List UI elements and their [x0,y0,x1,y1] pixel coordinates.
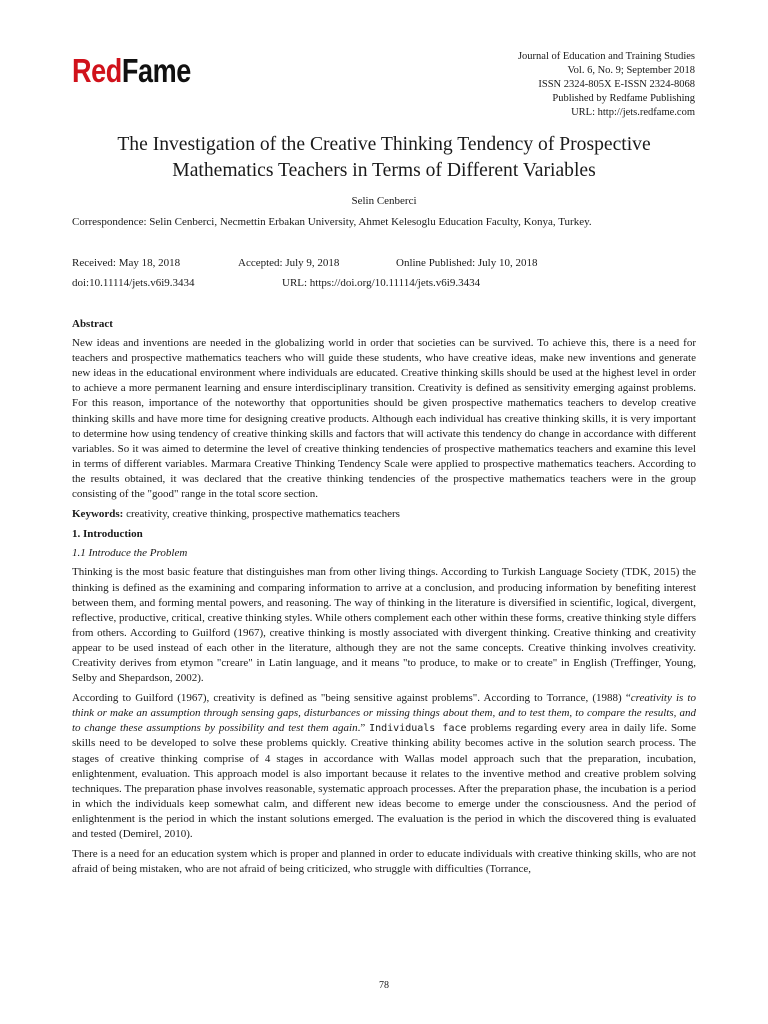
p2-mono: Individuals face [369,723,467,735]
paragraph-3: There is a need for an education system which is proper and planned in order to educate individuals with creative thinking skills, who are not afraid of being mistaken, who are not afraid of being criticized, who struggle with difficulties (Torrance, [72,848,696,876]
paragraph-2 [72,691,696,842]
page-number: 78 [379,980,389,991]
journal-volume: Vol. 6, No. 9; September 2018 [567,65,695,76]
accepted-date: Accepted: July 9, 2018 [238,257,340,269]
keywords-label: Keywords: [72,508,124,521]
paper-title [72,132,696,184]
article-body [72,317,696,882]
published-date: Online Published: July 10, 2018 [396,257,538,269]
doi-url[interactable]: URL: https://doi.org/10.11114/jets.v6i9.3434 [282,277,481,289]
keywords-text: creativity, creative thinking, prospective mathematics teachers [123,508,400,521]
logo-black-text: Fame [121,52,191,89]
p2-start: According to Guilford (1967), creativity is defined as "being sensitive against problems". According to Torrance, (1988) “ [72,692,631,705]
p2-end: problems regarding every area in daily life. Some skills need to be developed to solve these problems quickly. Creative thinking ability becomes active in the solution search process. The stages of creative thinking comprise of 4 stages in accordance with Wallas model approach such that the preparation, incubation, enlightenment, evaluation. This approach model is also important because it relates to the inventive method and creative problem solving techniques. The preparation phase involves reasonable, systematic approach processes. After the preparation phase, the incubation is a period in which the individuals keep somewhat calm, and different new ideas become to emerge under the consciousness. And the period of enlightenment is the period in which the instant solutions emerged. The evaluation is the period in which the discovered thing is evaluated and tested (Demirel, 2010). [72,722,696,840]
p2-mid: .” [357,722,370,735]
p2-quote: creativity is to think or make an assumption through sensing gaps, disturbances or missing things about them, and to test them, to compare the results, and to change these assumptions by possibility and test them again [72,692,696,735]
correspondence: Correspondence: Selin Cenberci, Necmettin Erbakan University, Ahmet Kelesoglu Education Faculty, Konya, Turkey. [72,216,592,228]
received-date: Received: May 18, 2018 [72,257,181,269]
paragraph-1: Thinking is the most basic feature that distinguishes man from other living things. According to Turkish Language Society (TDK, 2015) the thinking is defined as the examining and comparing information to arrive at a conclusion, and producing information by benefiting interest between them, and forming mental powers, and reasoning. The way of thinking in the literature is diversified in scientific, logical, divergent, reflective, productive, critical, creative thinking styles. While others complement each other within these forms, creative thinking style differs from others. According to Guilford (1967), creative thinking is mostly associated with divergent thinking. Creative thinking and creativity appear to be used instead of each other in the literature, although they are not the same concepts. Creative thinking involves creativity. Creativity derives from etymon "creare" in Latin language, and it means "to produce, to make or to create" in English (Treffinger, Young, Selby and Shepardson, 2002). [72,566,696,685]
title-line-1: The Investigation of the Creative Thinking Tendency of Prospective [117,134,651,155]
journal-issn: ISSN 2324-805X E-ISSN 2324-8068 [538,79,695,90]
author-name: Selin Cenberci [351,195,417,207]
publisher-logo [72,54,191,87]
journal-name: Journal of Education and Training Studies [517,51,695,62]
keywords [72,507,696,522]
subsection-heading: 1.1 Introduce the Problem [72,547,188,560]
abstract-heading: Abstract [72,318,113,330]
logo-red-text: Red [72,52,122,89]
abstract-text: New ideas and inventions are needed in the globalizing world in order that societies can be survived. To achieve this, there is a need for teachers and prospective mathematics teachers who will guide these students, who have creative ideas, make new inventions and generate new ideas in the educational environment where individuals are educated. Creative thinking skills should be used at the highest level in order to achieve a more permanent learning and ensure interdisciplinary transition. Creativity is defined as sensitivity emerging against problems. For this reason, importance of the noteworthy that opportunities should be given prospective mathematics teachers to develop creative thinking skills and have more time for designing creative products. Although each individual has creative thinking skills, it is very important to determine how using tendency of creative thinking skills and factors that will activate this tendency do change in accordance with different variables. So it was aimed to determine the level of creative thinking tendencies of prospective mathematics teachers and examine this level in terms of different variables. Marmara Creative Thinking Tendency Scale were applied to prospective mathematics teachers. According to the results obtained, it was declared that the creative thinking tendencies of the prospective mathematics teachers were in the group consisting of the "good" range in the total score section. [72,337,696,501]
journal-info [395,50,695,120]
title-line-2: Mathematics Teachers in Terms of Different Variables [172,160,596,181]
doi[interactable]: doi:10.11114/jets.v6i9.3434 [72,277,195,289]
journal-publisher: Published by Redfame Publishing [552,93,695,104]
section-heading-introduction: 1. Introduction [72,528,143,541]
journal-url[interactable]: URL: http://jets.redfame.com [571,107,695,118]
